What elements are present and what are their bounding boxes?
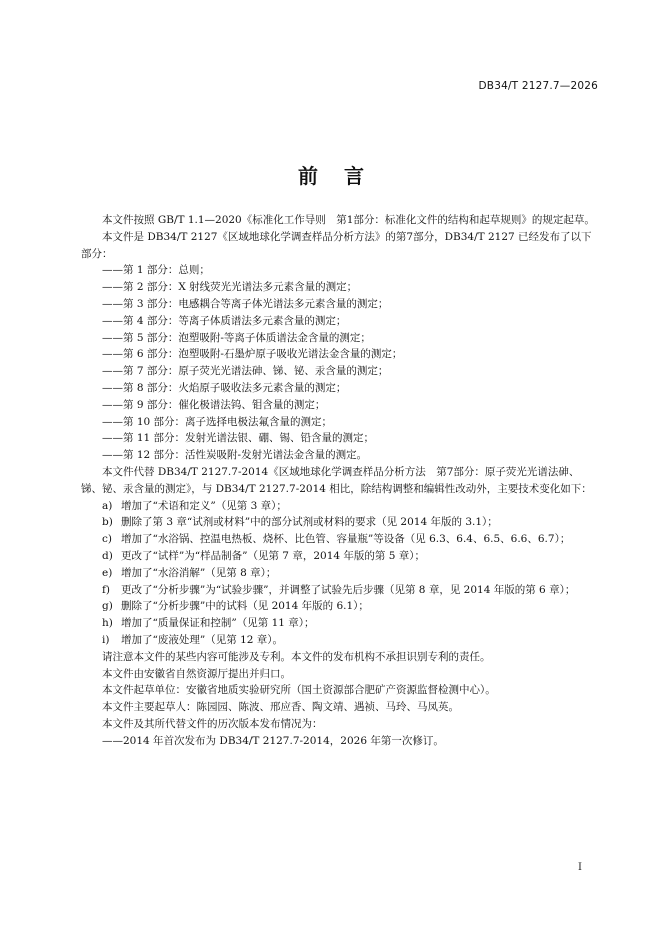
list-marker: a) [102,499,113,512]
parts-list [81,262,600,464]
page-title: 前言 [298,164,390,188]
change-text: 增加了“水浴消解”（见第 8 章）； [121,566,277,579]
part-item: ——第 6 部分：泡塑吸附-石墨炉原子吸收光谱法金含量的测定； [102,348,403,361]
change-item [81,565,600,582]
part-item: ——第 7 部分：原子荧光光谱法砷、锑、铋、汞含量的测定； [102,365,389,378]
change-item [81,598,600,615]
part-item: ——第 9 部分：催化极谱法钨、钼含量的测定； [102,398,326,411]
change-text: 增加了“水浴锅、控温电热板、烧杯、比色管、容量瓶”等设备（见 6.3、6.4、6.5、6.6、6.7）； [121,533,571,546]
proposer-statement: 本文件由安徽省自然资源厅提出并归口。 [102,667,291,680]
change-item [81,615,600,632]
change-item [81,548,600,565]
part-item: ——第 5 部分：泡塑吸附-等离子体质谱法金含量的测定； [102,331,371,344]
foreword-body [81,212,600,750]
list-marker: c) [102,533,112,546]
change-item [81,531,600,548]
change-text: 增加了“术语和定义”（见第 3 章）； [121,499,287,512]
intro-paragraph-drafting: 本文件按照 GB/T 1.1—2020《标准化工作导则 第1部分：标准化文件的结构和起草规则》的规定起草。 [102,214,595,226]
history-heading: 本文件及其所代替文件的历次版本发布情况为： [102,717,323,730]
change-text: 更改了“试样”为“样品制备”（见第 7 章，2014 年版的第 5 章）； [121,549,425,562]
patent-notice: 请注意本文件的某些内容可能涉及专利。本文件的发布机构不承担识别专利的责任。 [102,650,491,663]
list-marker: h) [102,617,113,630]
part-item: ——第 3 部分：电感耦合等离子体光谱法多元素含量的测定； [102,297,389,310]
change-text: 增加了“废液处理”（见第 12 章）。 [121,633,284,646]
page-number: I [578,862,582,873]
list-marker: i) [102,633,110,646]
replacement-paragraph: 本文件代替 DB34/T 2127.7-2014《区域地球化学调查样品分析方法 第7部分：原子荧光光谱法砷、锑、铋、汞含量的测定》，与 DB34/T 2127.7-2014 相比，除结构调整和编辑性改动外，主要技术变化如下： [81,465,592,495]
part-item: ——第 12 部分：活性炭吸附-发射光谱法金含量的测定。 [102,449,368,462]
drafters: 本文件主要起草人：陈园园、陈波、邢应香、陶文靖、遇祯、马玲、马凤英。 [102,701,459,714]
part-item: ——第 1 部分：总则； [102,264,210,277]
part-item: ——第 4 部分：等离子体质谱法多元素含量的测定； [102,314,347,327]
change-item [81,498,600,515]
change-item [81,514,600,531]
part-item: ——第 11 部分：发射光谱法银、硼、锡、铅含量的测定； [102,432,375,445]
change-text: 增加了“质量保证和控制”（见第 11 章）； [121,617,315,630]
document-code: DB34/T 2127.7—2026 [478,80,598,92]
list-marker: b) [102,516,113,529]
drafting-unit: 本文件起草单位：安徽省地质实验研究所（国土资源部合肥矿产资源监督检测中心）。 [102,684,496,697]
change-item [81,582,600,599]
list-marker: g) [102,600,113,613]
history-item: ——2014 年首次发布为 DB34/T 2127.7-2014，2026 年第一次修订。 [102,734,444,747]
part-item: ——第 8 部分：火焰原子吸收法多元素含量的测定； [102,381,347,394]
changes-list [81,498,600,649]
change-text: 删除了“分析步骤”中的试料（见 2014 年版的 6.1）； [121,600,369,613]
list-marker: d) [102,549,113,562]
change-text: 删除了第 3 章“试剂或材料”中的部分试剂或材料的要求（见 2014 年版的 3.1）； [121,516,498,529]
intro-paragraph-parts: 本文件是 DB34/T 2127《区域地球化学调查样品分析方法》的第7部分，DB34/T 2127 已经发布了以下部分： [81,230,592,260]
list-marker: f) [102,583,110,596]
change-text: 更改了“分析步骤”为“试验步骤”，并调整了试验先后步骤（见第 8 章，见 2014 年版的第 6 章）； [121,583,576,596]
list-marker: e) [102,566,113,579]
change-item [81,632,600,649]
part-item: ——第 2 部分：X 射线荧光光谱法多元素含量的测定； [102,281,358,294]
part-item: ——第 10 部分：离子选择电极法氟含量的测定； [102,415,333,428]
